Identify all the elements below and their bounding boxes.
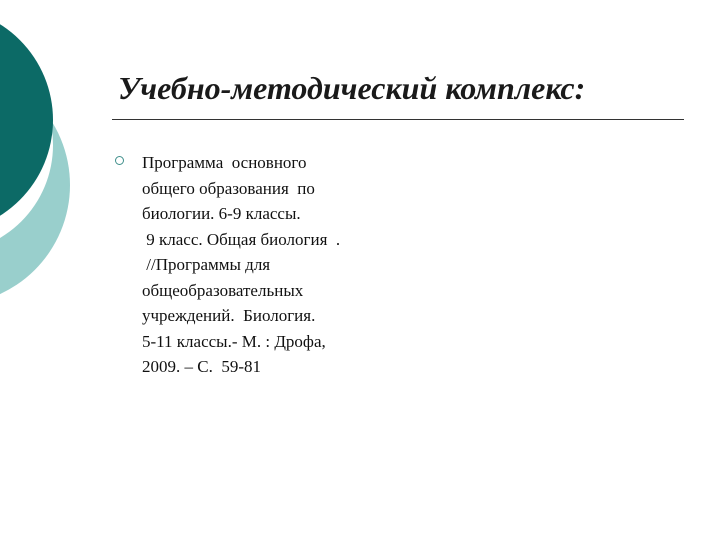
bullet-line: биологии. 6-9 классы.: [142, 204, 301, 223]
decorative-circles: [0, 0, 120, 300]
bullet-text: [142, 150, 442, 380]
bullet-line: учреждений. Биология.: [142, 306, 316, 325]
title-divider: [112, 119, 684, 120]
bullet-line: 5-11 классы.- М. : Дрофа,: [142, 331, 326, 351]
slide-title: Учебно-методический комплекс:: [118, 70, 586, 106]
bullet-line: общеобразовательных: [142, 280, 304, 300]
bullet-line: Программа основного: [142, 153, 307, 172]
bullet-line: 9 класс. Общая биология .: [142, 229, 341, 249]
hollow-circle-bullet-icon: [115, 156, 124, 165]
bullet-line: 2009. – С. 59-81: [142, 357, 261, 376]
bullet-line: общего образования по: [142, 178, 315, 198]
bullet-line: //Программы для: [142, 255, 271, 274]
